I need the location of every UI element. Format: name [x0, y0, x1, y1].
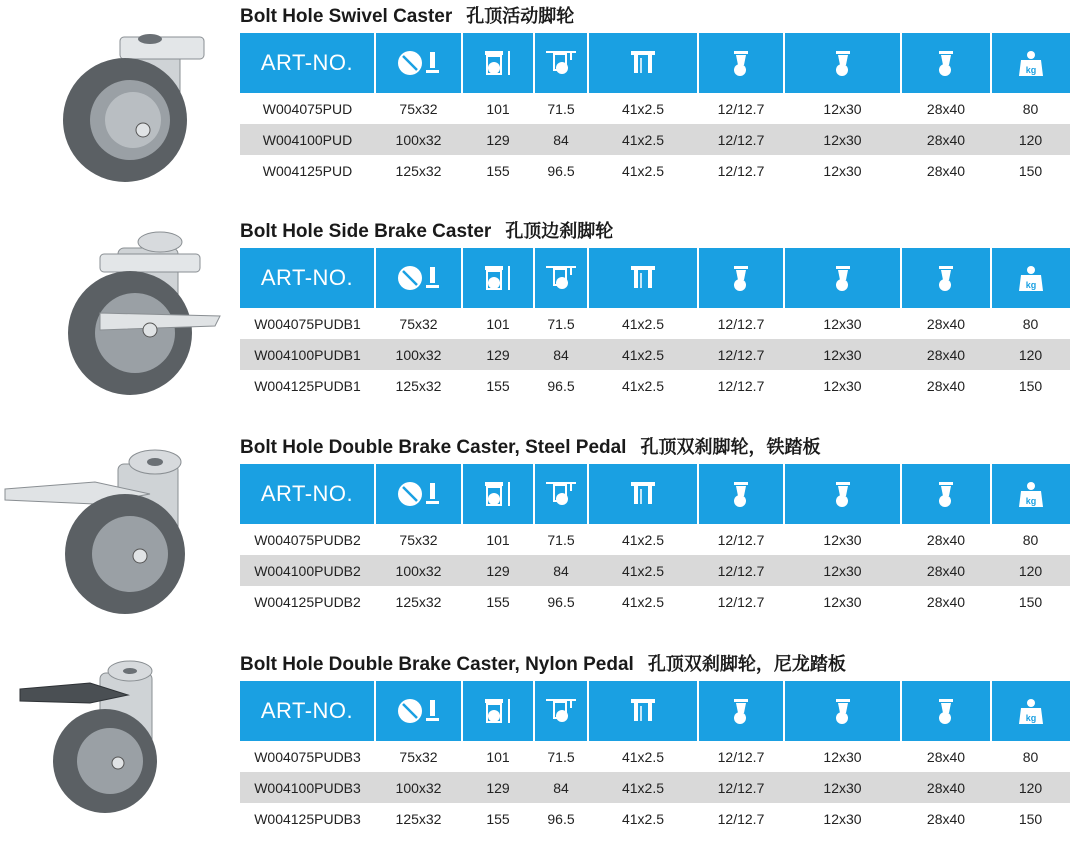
table-cell: 155 [486, 162, 510, 179]
table-cell: 120 [991, 124, 1070, 155]
caster-photo-side-brake [0, 218, 230, 428]
table-cell: 12x30 [784, 772, 901, 803]
table-cell: 41x2.5 [621, 593, 665, 610]
table-cell: 28x40 [926, 810, 966, 827]
table-row [240, 308, 1070, 339]
table-cell: W004075PUDB3 [254, 748, 361, 765]
swivel-radius-icon [830, 263, 856, 293]
art-no-header: ART-NO. [240, 248, 375, 308]
table-row [240, 370, 1070, 401]
table-cell: 12/12.7 [698, 124, 784, 155]
table-cell: 129 [462, 339, 534, 370]
table-cell: 155 [486, 810, 510, 827]
table-row [240, 555, 1070, 586]
product-title: Bolt Hole Double Brake Caster, Steel Pedal 孔顶双刹脚轮，铁踏板 [240, 437, 821, 458]
table-cell: W004100PUDB2 [240, 555, 375, 586]
table-cell: 28x40 [926, 162, 966, 179]
table-cell: 41x2.5 [621, 810, 665, 827]
table-cell: 12/12.7 [717, 748, 765, 765]
bolt-hole-icon [933, 263, 959, 293]
table-cell: 100x32 [375, 555, 462, 586]
offset-icon [544, 696, 578, 726]
overall-height-icon [481, 479, 515, 509]
swivel-radius-icon [830, 479, 856, 509]
table-cell: W004125PUDB2 [254, 593, 361, 610]
spec-table [240, 248, 1070, 401]
table-cell: 129 [462, 124, 534, 155]
table-cell: 12x30 [823, 748, 862, 765]
table-cell: 41x2.5 [621, 748, 665, 765]
table-cell: 12/12.7 [698, 772, 784, 803]
table-cell: 120 [991, 339, 1070, 370]
product-double-brake-steel [0, 434, 1072, 644]
svg-text:kg: kg [1025, 65, 1037, 75]
table-cell: 100x32 [375, 124, 462, 155]
table-cell: 28x40 [901, 124, 991, 155]
table-cell: 101 [486, 748, 510, 765]
table-cell: 41x2.5 [621, 531, 665, 548]
art-no-header: ART-NO. [240, 681, 375, 741]
art-no-header: ART-NO. [240, 464, 375, 524]
table-cell: 100x32 [375, 339, 462, 370]
table-cell: 12x30 [823, 810, 862, 827]
bolt-hole-icon [933, 48, 959, 78]
table-cell: 12x30 [823, 377, 862, 394]
table-cell: 150 [1018, 593, 1043, 610]
table-cell: W004075PUD [262, 100, 353, 117]
table-cell: 28x40 [901, 772, 991, 803]
spec-table [240, 464, 1070, 617]
swivel-radius-icon [830, 48, 856, 78]
table-cell: W004125PUD [262, 162, 353, 179]
table-cell: W004125PUDB3 [254, 810, 361, 827]
table-cell: 84 [534, 124, 588, 155]
load-capacity-icon [1018, 479, 1044, 509]
table-cell: 150 [1018, 810, 1043, 827]
plate-hole-icon [728, 696, 754, 726]
caster-photo-double-brake-steel [0, 434, 230, 644]
table-cell: 12/12.7 [698, 339, 784, 370]
overall-height-icon [481, 48, 515, 78]
table-cell: 150 [1018, 162, 1043, 179]
table-cell: 71.5 [547, 748, 575, 765]
product-swivel-caster [0, 3, 1072, 213]
table-cell: 155 [486, 593, 510, 610]
table-cell: 28x40 [926, 593, 966, 610]
table-cell: 12x30 [784, 339, 901, 370]
table-cell: 12x30 [823, 162, 862, 179]
table-cell: 84 [534, 339, 588, 370]
table-cell: W004075PUDB1 [254, 315, 361, 332]
table-cell: 71.5 [547, 531, 575, 548]
table-cell: 28x40 [926, 315, 966, 332]
plate-size-icon [628, 48, 658, 78]
table-cell: 125x32 [395, 810, 442, 827]
table-cell: 125x32 [395, 377, 442, 394]
table-cell: 12/12.7 [698, 555, 784, 586]
table-cell: 129 [462, 772, 534, 803]
load-capacity-icon [1018, 263, 1044, 293]
table-cell: 100x32 [375, 772, 462, 803]
table-cell: 125x32 [395, 162, 442, 179]
table-cell: 41x2.5 [588, 124, 698, 155]
offset-icon [544, 479, 578, 509]
svg-text:kg: kg [1025, 496, 1037, 506]
table-cell: W004100PUD [240, 124, 375, 155]
table-cell: 129 [462, 555, 534, 586]
table-cell: 12/12.7 [717, 162, 765, 179]
wheel-size-icon [396, 48, 442, 78]
table-cell: 75x32 [399, 748, 438, 765]
header-row [240, 464, 1070, 524]
table-cell: 12x30 [823, 315, 862, 332]
spec-table [240, 33, 1070, 186]
table-cell: 125x32 [395, 593, 442, 610]
table-row [240, 803, 1070, 834]
overall-height-icon [481, 263, 515, 293]
swivel-radius-icon [830, 696, 856, 726]
table-cell: 120 [991, 555, 1070, 586]
table-cell: 28x40 [926, 377, 966, 394]
table-cell: 75x32 [399, 100, 438, 117]
table-row [240, 586, 1070, 617]
table-cell: 12/12.7 [717, 531, 765, 548]
table-cell: 71.5 [547, 100, 575, 117]
table-cell: 12x30 [823, 531, 862, 548]
product-title: Bolt Hole Swivel Caster 孔顶活动脚轮 [240, 6, 575, 27]
caster-photo-swivel [0, 3, 230, 213]
table-cell: 12/12.7 [717, 810, 765, 827]
plate-size-icon [628, 263, 658, 293]
table-cell: 75x32 [399, 315, 438, 332]
table-row [240, 524, 1070, 555]
table-cell: 12/12.7 [717, 100, 765, 117]
plate-hole-icon [728, 48, 754, 78]
table-cell: 155 [486, 377, 510, 394]
product-title: Bolt Hole Double Brake Caster, Nylon Pedal 孔顶双刹脚轮，尼龙踏板 [240, 654, 846, 675]
table-cell: 80 [1022, 531, 1039, 548]
offset-icon [544, 263, 578, 293]
header-row [240, 33, 1070, 93]
table-cell: 28x40 [926, 748, 966, 765]
load-capacity-icon [1018, 48, 1044, 78]
caster-photo-double-brake-nylon [0, 651, 184, 835]
table-cell: 12/12.7 [717, 593, 765, 610]
wheel-size-icon [396, 263, 442, 293]
table-row [240, 124, 1070, 155]
table-cell: 41x2.5 [621, 100, 665, 117]
plate-size-icon [628, 696, 658, 726]
product-title: Bolt Hole Side Brake Caster 孔顶边刹脚轮 [240, 221, 614, 242]
table-cell: 12/12.7 [717, 377, 765, 394]
table-cell: 12x30 [784, 555, 901, 586]
table-cell: 41x2.5 [588, 772, 698, 803]
bolt-hole-icon [933, 479, 959, 509]
table-cell: 84 [534, 555, 588, 586]
table-row [240, 772, 1070, 803]
product-double-brake-nylon [0, 651, 1072, 861]
table-cell: 96.5 [547, 810, 575, 827]
table-cell: 28x40 [901, 339, 991, 370]
table-cell: 41x2.5 [621, 315, 665, 332]
table-cell: 41x2.5 [621, 162, 665, 179]
table-cell: 84 [534, 772, 588, 803]
table-cell: 12x30 [823, 593, 862, 610]
table-cell: 101 [486, 315, 510, 332]
art-no-header: ART-NO. [240, 33, 375, 93]
table-cell: 150 [1018, 377, 1043, 394]
table-cell: 12x30 [823, 100, 862, 117]
svg-text:kg: kg [1025, 280, 1037, 290]
header-row [240, 681, 1070, 741]
svg-text:kg: kg [1025, 713, 1037, 723]
table-cell: 12/12.7 [717, 315, 765, 332]
table-cell: 101 [486, 100, 510, 117]
table-cell: W004100PUDB1 [240, 339, 375, 370]
table-cell: W004125PUDB1 [254, 377, 361, 394]
table-cell: 75x32 [399, 531, 438, 548]
table-cell: 28x40 [901, 555, 991, 586]
overall-height-icon [481, 696, 515, 726]
table-cell: W004100PUDB3 [240, 772, 375, 803]
table-cell: 28x40 [926, 531, 966, 548]
table-cell: 120 [991, 772, 1070, 803]
table-cell: 96.5 [547, 377, 575, 394]
product-side-brake-caster [0, 218, 1072, 428]
table-cell: 101 [486, 531, 510, 548]
offset-icon [544, 48, 578, 78]
table-cell: 12x30 [784, 124, 901, 155]
table-cell: 41x2.5 [588, 339, 698, 370]
table-cell: 41x2.5 [588, 555, 698, 586]
table-cell: W004075PUDB2 [254, 531, 361, 548]
table-cell: 80 [1022, 748, 1039, 765]
table-cell: 80 [1022, 100, 1039, 117]
plate-size-icon [628, 479, 658, 509]
table-cell: 96.5 [547, 162, 575, 179]
table-row [240, 339, 1070, 370]
table-cell: 80 [1022, 315, 1039, 332]
spec-table [240, 681, 1070, 834]
load-capacity-icon [1018, 696, 1044, 726]
table-cell: 96.5 [547, 593, 575, 610]
plate-hole-icon [728, 263, 754, 293]
bolt-hole-icon [933, 696, 959, 726]
wheel-size-icon [396, 479, 442, 509]
table-cell: 28x40 [926, 100, 966, 117]
table-cell: 41x2.5 [621, 377, 665, 394]
table-row [240, 155, 1070, 186]
table-row [240, 93, 1070, 124]
plate-hole-icon [728, 479, 754, 509]
table-row [240, 741, 1070, 772]
table-cell: 71.5 [547, 315, 575, 332]
header-row [240, 248, 1070, 308]
wheel-size-icon [396, 696, 442, 726]
